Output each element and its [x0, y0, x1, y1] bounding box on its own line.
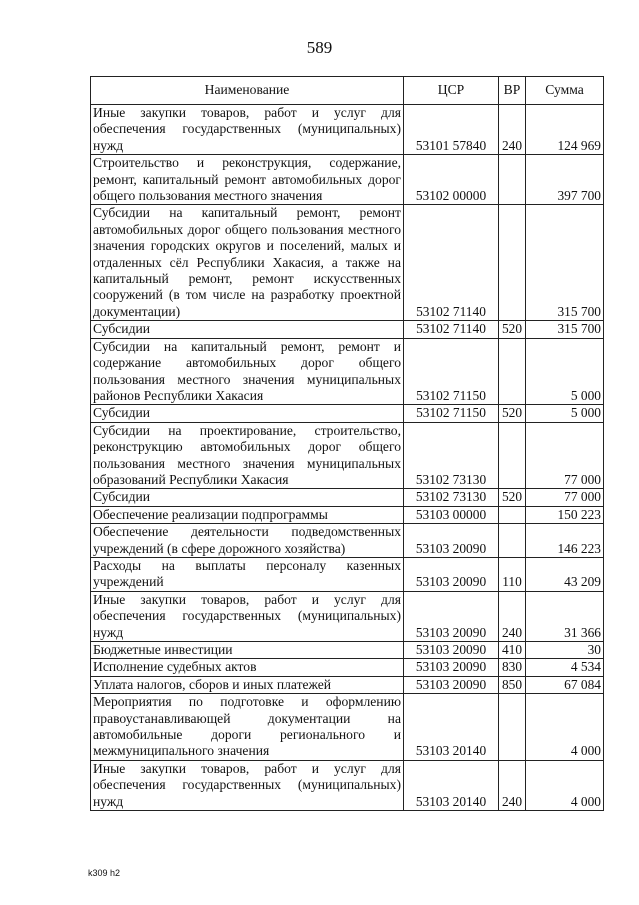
table-row — [91, 489, 604, 506]
row-name: Обеспечение реализации подпрограммы — [91, 506, 404, 523]
row-name: Бюджетные инвестиции — [91, 642, 404, 659]
row-vr: 520 — [499, 321, 526, 338]
row-sum: 4 534 — [526, 659, 604, 676]
table-row — [91, 760, 604, 810]
row-sum: 43 209 — [526, 557, 604, 591]
row-csr: 53101 57840 — [404, 105, 499, 155]
table-row — [91, 422, 604, 489]
row-sum: 315 700 — [526, 205, 604, 321]
row-vr: 520 — [499, 405, 526, 422]
row-sum: 67 084 — [526, 676, 604, 693]
row-csr: 53103 20140 — [404, 694, 499, 761]
row-sum: 77 000 — [526, 422, 604, 489]
row-vr — [499, 338, 526, 405]
table-row — [91, 321, 604, 338]
header-csr: ЦСР — [404, 77, 499, 105]
row-sum: 150 223 — [526, 506, 604, 523]
row-name: Строительство и реконструкция, содержание, ремонт, капитальный ремонт автомобильных дорог общего пользования местного значения — [91, 155, 404, 205]
table-header-row — [91, 77, 604, 105]
table-row — [91, 557, 604, 591]
row-name: Обеспечение деятельности подведомственных учреждений (в сфере дорожного хозяйства) — [91, 524, 404, 558]
row-name: Иные закупки товаров, работ и услуг для обеспечения государственных (муниципальных) нужд — [91, 105, 404, 155]
table-row — [91, 591, 604, 641]
row-csr: 53102 00000 — [404, 155, 499, 205]
row-vr: 110 — [499, 557, 526, 591]
table-row — [91, 155, 604, 205]
table-row — [91, 338, 604, 405]
table-row — [91, 642, 604, 659]
row-name: Расходы на выплаты персоналу казенных учреждений — [91, 557, 404, 591]
row-sum: 124 969 — [526, 105, 604, 155]
page-number: 589 — [306, 38, 333, 57]
row-name: Субсидии на проектирование, строительство, реконструкцию автомобильных дорог общего пользования местного значения муниципальных образований Республики Хакасия — [91, 422, 404, 489]
row-vr: 240 — [499, 105, 526, 155]
row-vr — [499, 506, 526, 523]
row-name: Иные закупки товаров, работ и услуг для обеспечения государственных (муниципальных) нужд — [91, 760, 404, 810]
row-name: Субсидии на капитальный ремонт, ремонт и содержание автомобильных дорог общего пользования местного значения муниципальных районов Республики Хакасия — [91, 338, 404, 405]
row-name: Субсидии — [91, 321, 404, 338]
table-row — [91, 405, 604, 422]
row-vr — [499, 155, 526, 205]
row-vr: 240 — [499, 760, 526, 810]
row-sum: 146 223 — [526, 524, 604, 558]
row-csr: 53103 20090 — [404, 591, 499, 641]
row-sum: 30 — [526, 642, 604, 659]
table-row — [91, 105, 604, 155]
table-row — [91, 659, 604, 676]
row-csr: 53103 20090 — [404, 676, 499, 693]
row-sum: 4 000 — [526, 760, 604, 810]
row-csr: 53102 71150 — [404, 405, 499, 422]
header-sum: Сумма — [526, 77, 604, 105]
header-vr: ВР — [499, 77, 526, 105]
row-vr — [499, 205, 526, 321]
row-name: Уплата налогов, сборов и иных платежей — [91, 676, 404, 693]
row-csr: 53103 20090 — [404, 642, 499, 659]
table-row — [91, 205, 604, 321]
row-csr: 53103 20090 — [404, 557, 499, 591]
header-name: Наименование — [91, 77, 404, 105]
row-name: Иные закупки товаров, работ и услуг для обеспечения государственных (муниципальных) нужд — [91, 591, 404, 641]
row-csr: 53103 20140 — [404, 760, 499, 810]
row-name: Субсидии — [91, 405, 404, 422]
row-sum: 31 366 — [526, 591, 604, 641]
row-sum: 397 700 — [526, 155, 604, 205]
row-vr — [499, 422, 526, 489]
row-csr: 53103 20090 — [404, 659, 499, 676]
row-vr: 830 — [499, 659, 526, 676]
row-csr: 53102 71150 — [404, 338, 499, 405]
row-vr: 240 — [499, 591, 526, 641]
row-sum: 5 000 — [526, 405, 604, 422]
row-name: Исполнение судебных актов — [91, 659, 404, 676]
row-sum: 315 700 — [526, 321, 604, 338]
row-name: Субсидии на капитальный ремонт, ремонт автомобильных дорог общего пользования местного значения городских округов и поселений, малых и отдаленных сёл Республики Хакасия, а также на капитальный ремонт, ремонт искусственных сооружений (в том числе на разработку проектной документации) — [91, 205, 404, 321]
row-vr — [499, 524, 526, 558]
row-vr — [499, 694, 526, 761]
row-vr: 520 — [499, 489, 526, 506]
row-csr: 53103 00000 — [404, 506, 499, 523]
row-sum: 77 000 — [526, 489, 604, 506]
table-row — [91, 676, 604, 693]
budget-table — [90, 76, 604, 811]
row-csr: 53102 71140 — [404, 321, 499, 338]
row-csr: 53102 71140 — [404, 205, 499, 321]
row-csr: 53102 73130 — [404, 489, 499, 506]
table-row — [91, 694, 604, 761]
footer-code: k309 h2 — [88, 868, 121, 878]
row-name: Мероприятия по подготовке и оформлению правоустанавливающей документации на автомобильные дороги регионального и межмуниципального значения — [91, 694, 404, 761]
row-vr: 850 — [499, 676, 526, 693]
row-sum: 4 000 — [526, 694, 604, 761]
row-sum: 5 000 — [526, 338, 604, 405]
row-csr: 53103 20090 — [404, 524, 499, 558]
table-row — [91, 524, 604, 558]
table-row — [91, 506, 604, 523]
row-csr: 53102 73130 — [404, 422, 499, 489]
row-name: Субсидии — [91, 489, 404, 506]
row-vr: 410 — [499, 642, 526, 659]
